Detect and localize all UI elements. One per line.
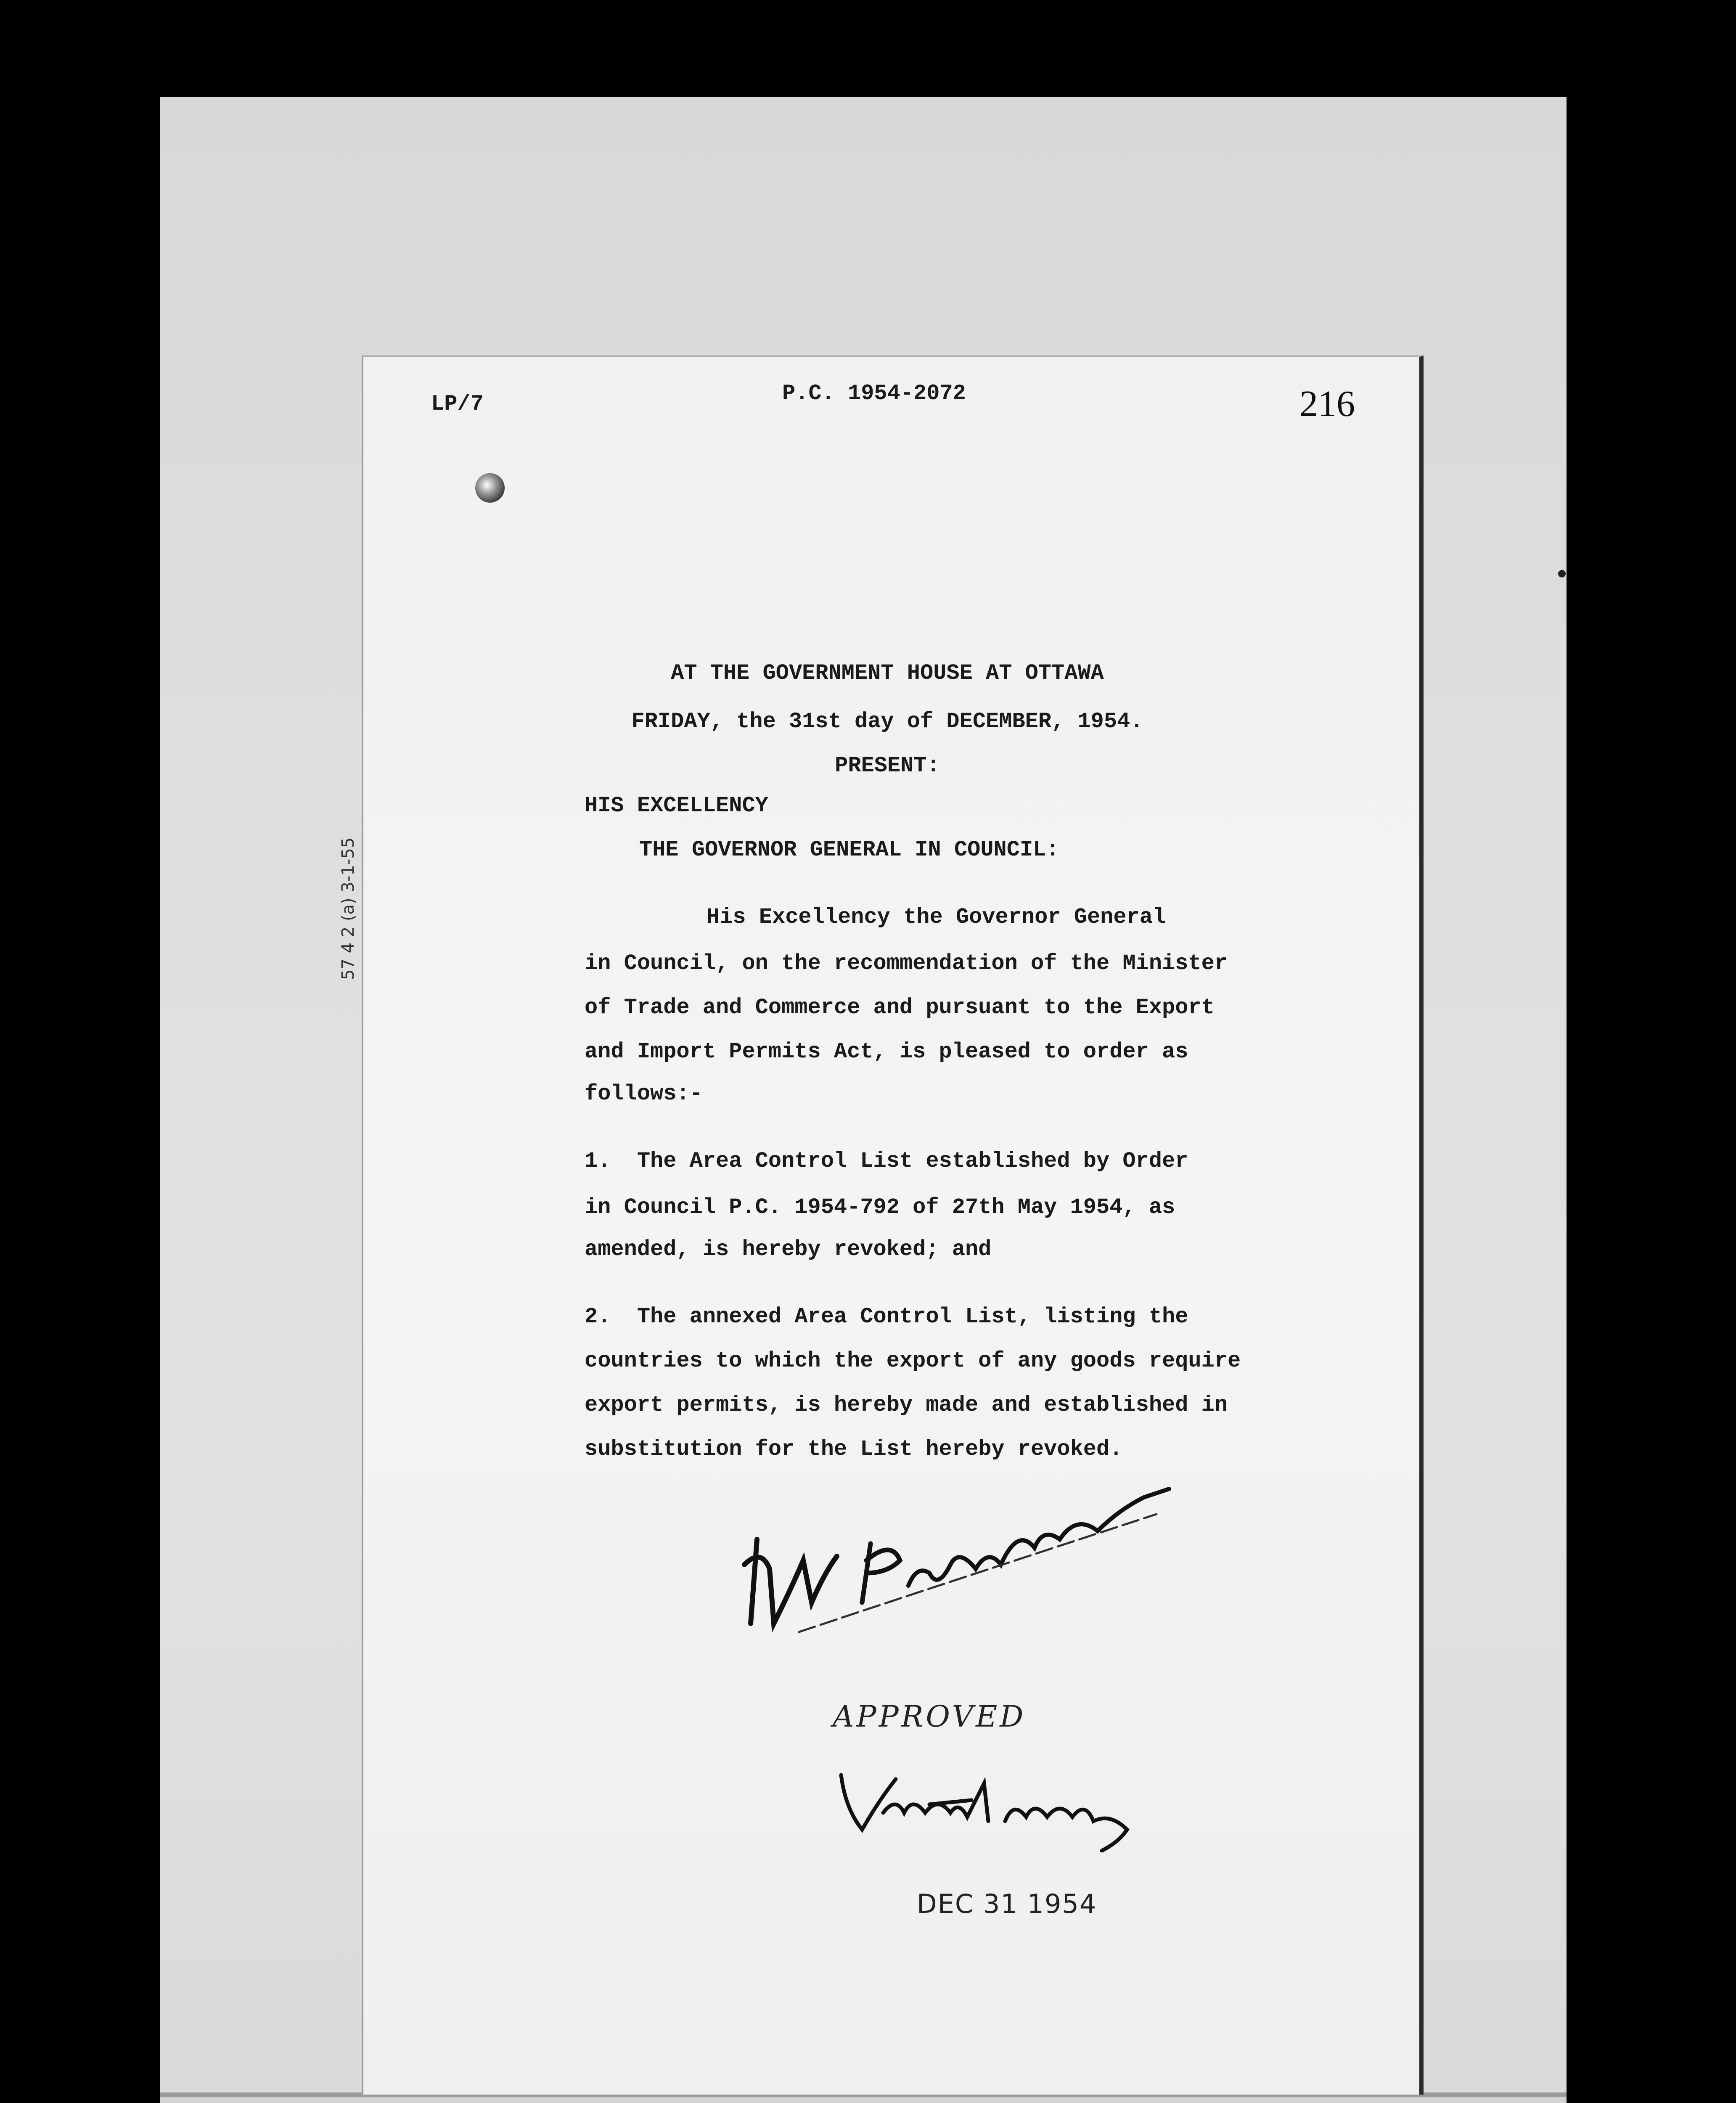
order-number: P.C. 1954-2072 [782, 381, 966, 406]
item2-line-3: export permits, is hereby made and established in [585, 1393, 1228, 1417]
approved-label: APPROVED [833, 1699, 1026, 1734]
heading-location: AT THE GOVERNMENT HOUSE AT OTTAWA [671, 661, 1104, 686]
present-his-excellency: HIS EXCELLENCY [585, 793, 768, 818]
intro-line-4: and Import Permits Act, is pleased to order as [585, 1039, 1188, 1064]
item1-line-3: amended, is hereby revoked; and [585, 1237, 992, 1262]
intro-line-3: of Trade and Commerce and pursuant to the Export [585, 995, 1215, 1020]
item2-line-4: substitution for the List hereby revoked. [585, 1437, 1123, 1462]
punch-hole [475, 473, 505, 503]
approval-date-stamp: DEC 31 1954 [917, 1888, 1097, 1919]
governor-general-signature [833, 1758, 1135, 1859]
intro-line-5: follows:- [585, 1081, 703, 1106]
film-speck [1558, 570, 1566, 577]
file-reference: LP/7 [431, 392, 484, 416]
item1-line-2: in Council P.C. 1954-792 of 27th May 1954, as [585, 1195, 1175, 1220]
page-number: 216 [1299, 384, 1355, 424]
item2-line-1: 2. The annexed Area Control List, listing the [585, 1304, 1188, 1329]
minister-signature [740, 1464, 1186, 1649]
item2-line-2: countries to which the export of any goods require [585, 1348, 1241, 1373]
heading-date: FRIDAY, the 31st day of DECEMBER, 1954. [631, 709, 1143, 734]
intro-line-2: in Council, on the recommendation of the Minister [585, 951, 1228, 976]
item1-line-1: 1. The Area Control List established by Order [585, 1149, 1188, 1173]
margin-annotation: 57 4 2 (a) 3-1-55 [339, 837, 358, 980]
present-governor-general: THE GOVERNOR GENERAL IN COUNCIL: [639, 837, 1059, 862]
intro-line-1: His Excellency the Governor General [707, 905, 1166, 930]
heading-present: PRESENT: [835, 753, 940, 778]
